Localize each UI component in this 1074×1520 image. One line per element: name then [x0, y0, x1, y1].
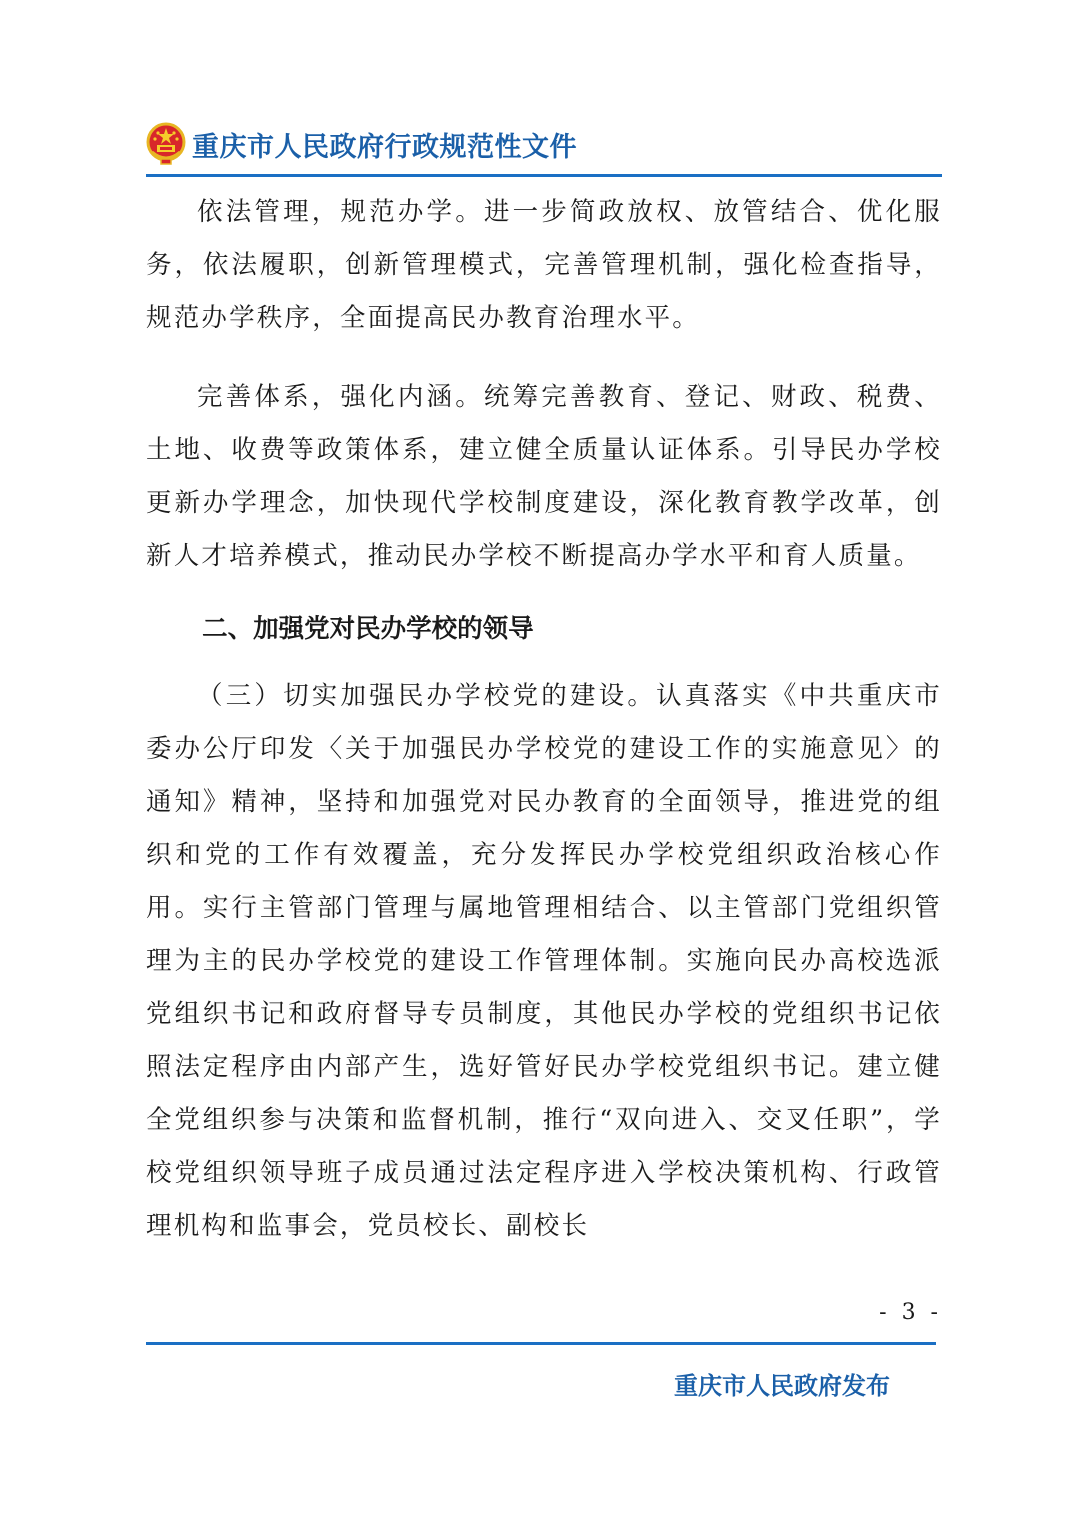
- body-paragraph: 依法管理，规范办学。进一步简政放权、放管结合、优化服务，依法履职，创新管理模式，完善管理机制，强化检查指导，规范办学秩序，全面提高民办教育治理水平。: [146, 197, 942, 333]
- document-header: [146, 118, 946, 170]
- section-heading: 二、加强党对民办学校的领导: [202, 614, 534, 644]
- document-body: [146, 186, 942, 1253]
- page-number: - 3 -: [879, 1300, 942, 1325]
- national-emblem-icon: [146, 122, 186, 166]
- section-paragraph: （三）切实加强民办学校党的建设。认真落实《中共重庆市委办公厅印发〈关于加强民办学校党的建设工作的实施意见〉的通知》精神，坚持和加强党对民办教育的全面领导，推进党的组织和党的工作有效覆盖，充分发挥民办学校党组织政治核心作用。实行主管部门管理与属地管理相结合、以主管部门党组织管理为主的民办学校党的建设工作管理体制。实施向民办高校选派党组织书记和政府督导专员制度，其他民办学校的党组织书记依照法定程序由内部产生，选好管好民办学校党组织书记。建立健全党组织参与决策和监督机制，推行“双向进入、交叉任职”，学校党组织领导班子成员通过法定程序进入学校决策机构、行政管理机构和监事会，党员校长、副校长: [146, 681, 942, 1241]
- footer-publisher: 重庆市人民政府发布: [674, 1371, 890, 1400]
- body-paragraph: 完善体系，强化内涵。统筹完善教育、登记、财政、税费、土地、收费等政策体系，建立健全质量认证体系。引导民办学校更新办学理念，加快现代学校制度建设，深化教育教学改革，创新人才培养模式，推动民办学校不断提高办学水平和育人质量。: [146, 382, 942, 571]
- header-divider: [146, 174, 942, 177]
- footer-divider: [146, 1342, 936, 1345]
- header-title: 重庆市人民政府行政规范性文件: [192, 131, 577, 163]
